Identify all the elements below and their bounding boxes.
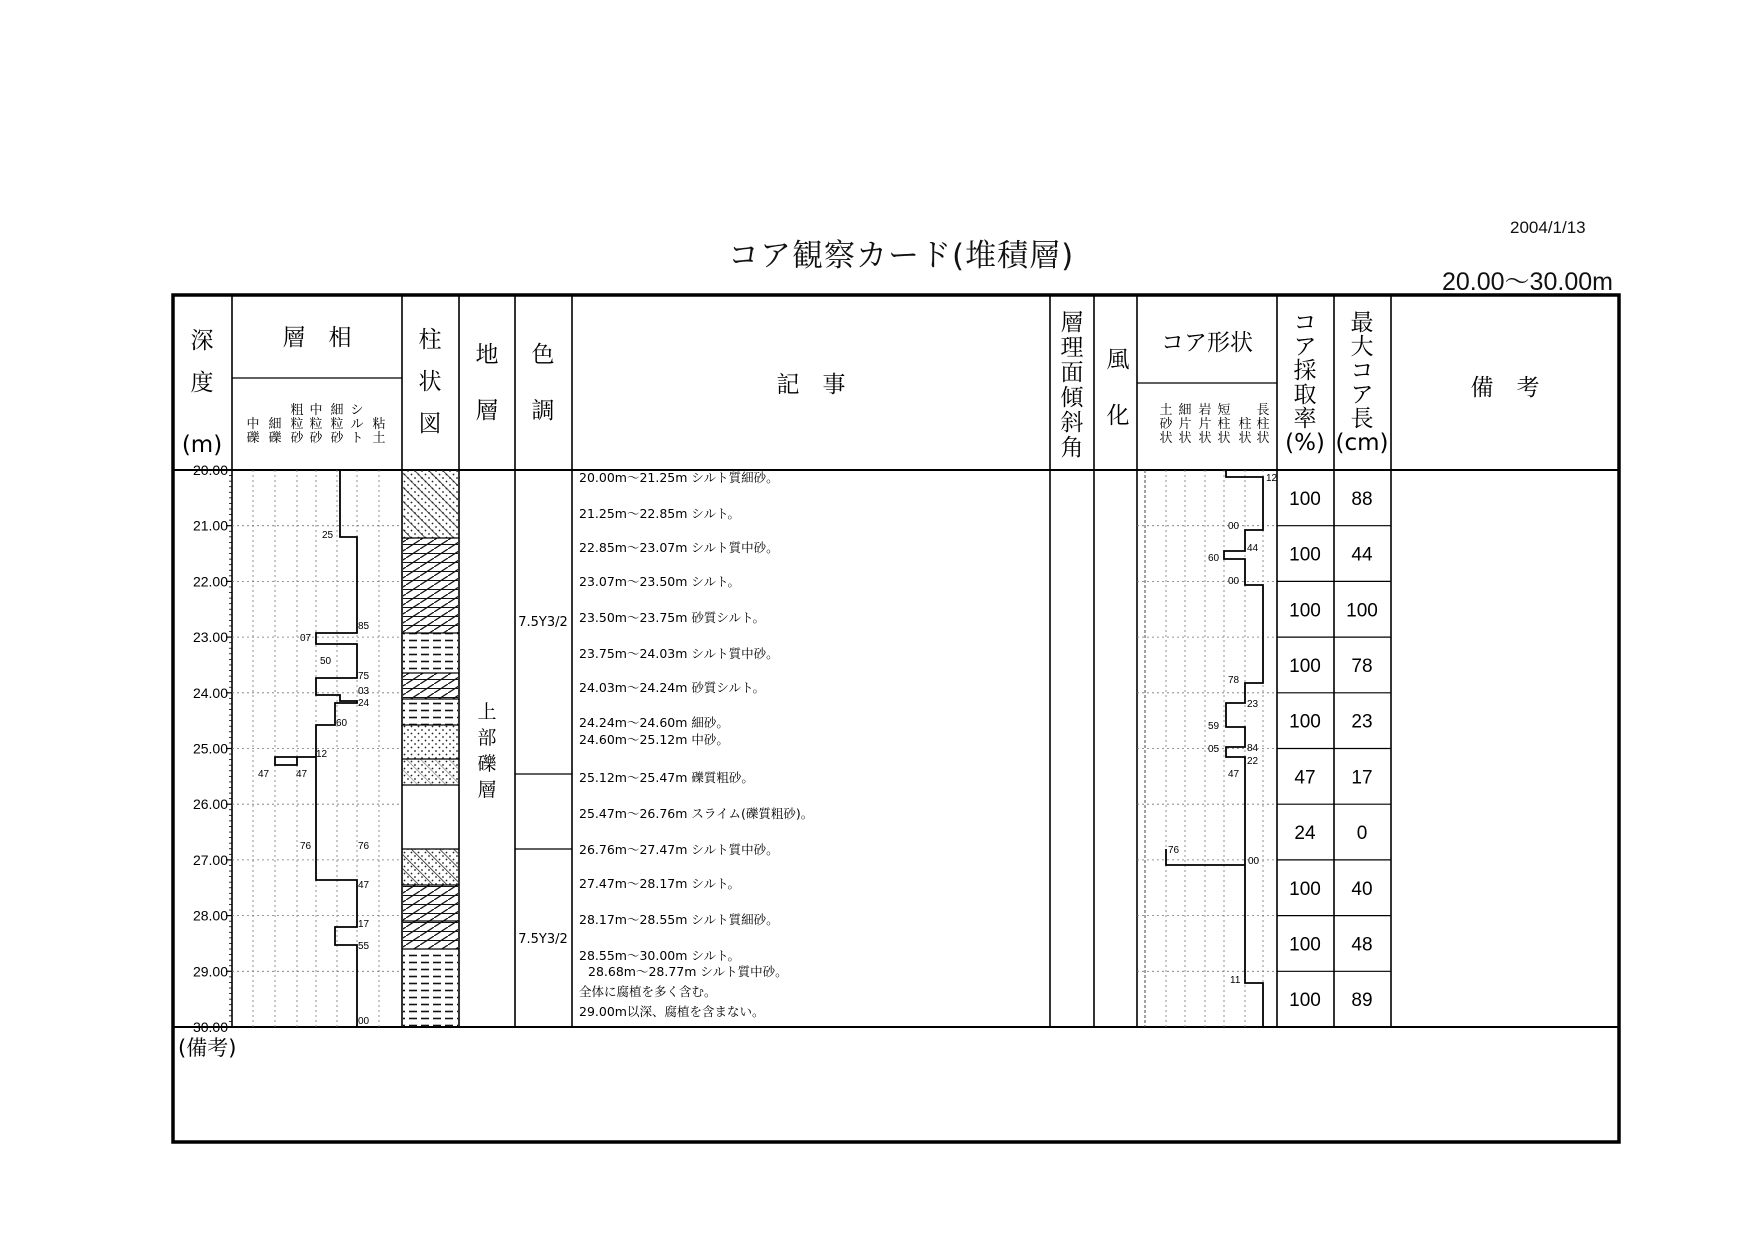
depth-range: 20.00～30.00m [1442,268,1613,296]
max-hdr-char: 大 [1350,334,1374,360]
svg-text:層: 層 [477,779,497,801]
facies-value-label: 12 [316,749,328,760]
recovery-value: 100 [1289,878,1321,900]
depth-tick-label: 27.00 [192,851,228,868]
svg-text:状: 状 [418,369,442,395]
core-shape-label: 78 [1228,675,1240,686]
description-line: 28.68m～28.77m シルト質中砂。 [588,964,788,979]
core-sub-char: 柱 [1217,417,1231,432]
formation-name [477,701,496,801]
core-shape-label: 84 [1247,743,1259,754]
facies-value-label: 07 [300,633,312,644]
core-shape-label: 12 [1266,473,1278,484]
recovery-value: 100 [1289,990,1321,1012]
facies-value-label: 17 [358,919,370,930]
core-sub-char: 細 [1178,403,1192,418]
description-line: 23.75m～24.03m シルト質中砂。 [579,646,779,661]
color-value-lower: 7.5Y3/2 [518,932,568,947]
description-line: 27.47m～28.17m シルト。 [579,876,740,891]
dip-hdr-char: 層 [1060,310,1084,336]
facies-sub-char: 細 [268,417,282,432]
depth-tick-label: 20.00 [192,462,228,478]
recovery-value: 100 [1289,488,1321,510]
color-header [532,342,555,424]
formation-header [476,342,499,424]
facies-value-label: 55 [358,941,370,952]
facies-value-label: 76 [300,841,312,852]
svg-text:地: 地 [475,342,499,368]
core-sub-char: 状 [1238,431,1252,446]
facies-sub-char: 礫 [246,431,260,446]
facies-sub-char: 中 [246,417,260,432]
svg-text:上: 上 [477,701,497,723]
core-sub-char: 砂 [1159,417,1173,432]
depth-tick-label: 23.00 [192,629,228,646]
description-line: 全体に腐植を多く含む。 [579,984,717,999]
card-title: コア観察カード(堆積層) [728,238,1075,274]
svg-text:(m): (m) [181,432,223,458]
dip-hdr-char: 面 [1060,360,1084,386]
max-core-value: 0 [1356,823,1368,845]
outer-frame [173,295,1619,1142]
core-sub-char: 状 [1198,431,1212,446]
max-hdr-char: コ [1350,358,1374,384]
core-sub-char: 長 [1256,403,1270,418]
core-shape-labels [1168,473,1278,986]
core-sub-char: 柱 [1238,417,1252,432]
facies-sub-char: 土 [372,431,386,446]
core-sub-char: 土 [1159,403,1173,418]
dip-hdr-char: 理 [1060,335,1084,361]
core-shape-label: 23 [1247,699,1259,710]
facies-value-label: 85 [358,621,370,632]
core-sub-char: 状 [1256,431,1270,446]
core-shape-label: 76 [1168,845,1180,856]
recovery-value: 100 [1289,711,1321,733]
facies-header: 層 相 [282,325,352,351]
facies-sub-char: 砂 [330,431,344,446]
description-line: 24.03m～24.24m 砂質シルト。 [579,680,765,695]
facies-value-label: 47 [296,769,308,780]
max-core-value: 100 [1346,600,1378,622]
facies-sub-char: 砂 [309,431,323,446]
max-hdr-char: 長 [1350,406,1374,432]
rec-hdr-char: 採 [1293,358,1317,384]
svg-text:図: 図 [418,411,442,437]
svg-text:部: 部 [477,727,497,749]
core-shape-label: 00 [1228,576,1240,587]
core-shape-label: 44 [1247,543,1259,554]
max-core-value: 40 [1351,878,1373,900]
core-shape-label: 05 [1208,744,1220,755]
rec-hdr-char: 率 [1293,406,1317,432]
bedding-dip-header [1061,310,1085,461]
recovery-value: 100 [1289,655,1321,677]
max-core-value: 17 [1351,767,1373,789]
core-shape-label: 47 [1228,769,1240,780]
description-header: 記 事 [776,372,846,398]
max-hdr-char: (cm) [1335,430,1389,456]
dip-hdr-char: 傾 [1060,385,1084,411]
depth-tick-label: 24.00 [192,684,228,701]
description-line: 26.76m～27.47m シルト質中砂。 [579,842,779,857]
depth-tick-label: 21.00 [192,517,228,534]
max-core-header [1336,310,1389,456]
facies-sub-char: シ [350,403,364,418]
facies-sub-char: 粒 [290,417,304,432]
recovery-value: 100 [1289,544,1321,566]
columnar-section [402,470,459,1027]
description-line: 28.55m～30.00m シルト。 [579,948,740,963]
core-sub-char: 片 [1178,417,1192,432]
facies-value-label: 60 [336,718,348,729]
svg-text:深: 深 [190,328,214,354]
remarks-header: 備 考 [1470,375,1540,401]
core-shape-header: コア形状 [1161,330,1253,356]
facies-value-label: 47 [358,880,370,891]
svg-text:層: 層 [475,398,499,424]
core-shape-label: 60 [1208,553,1220,564]
core-shape-label: 22 [1247,756,1259,767]
rec-hdr-char: ア [1293,334,1317,360]
description-line: 29.00m以深、腐植を含まない。 [579,1004,765,1019]
footer-remarks-label: (備考) [178,1036,237,1060]
core-shape-subheader [1159,402,1269,446]
facies-sub-char: 礫 [268,431,282,446]
facies-value-label: 76 [358,841,370,852]
depth-axis [193,462,232,1035]
core-sub-char: 柱 [1256,417,1270,432]
facies-subheader [246,402,385,446]
facies-sub-char: ト [350,431,364,446]
recovery-value: 47 [1294,767,1316,789]
depth-tick-label: 22.00 [192,573,228,590]
core-sub-char: 状 [1159,431,1173,446]
description-line: 24.60m～25.12m 中砂。 [579,732,729,747]
core-shape-label: 00 [1248,856,1260,867]
columnar-header [419,327,442,437]
max-hdr-char: ア [1350,382,1374,408]
depth-tick-label: 29.00 [192,963,228,980]
description-line: 28.17m～28.55m シルト質細砂。 [579,912,779,927]
description-line: 23.50m～23.75m 砂質シルト。 [579,610,765,625]
core-sub-char: 短 [1217,403,1231,418]
max-core-value: 44 [1351,544,1373,566]
svg-text:柱: 柱 [418,327,442,353]
svg-text:礫: 礫 [477,753,497,775]
card-date: 2004/1/13 [1510,218,1586,237]
facies-sub-char: 粗 [290,403,304,418]
rec-hdr-char: (%) [1285,430,1325,456]
svg-text:調: 調 [531,398,555,424]
facies-sub-char: ル [350,417,364,432]
facies-sub-char: 粘 [372,417,386,432]
recovery-value: 24 [1294,823,1316,845]
core-shape-label: 59 [1208,721,1220,732]
description-line: 20.00m～21.25m シルト質細砂。 [579,470,779,485]
max-core-value: 78 [1351,655,1373,677]
max-core-value: 23 [1351,711,1373,733]
core-sub-char: 岩 [1198,403,1212,418]
facies-value-label: 03 [358,686,370,697]
description-lines [579,470,813,1019]
svg-text:風: 風 [1106,347,1130,373]
facies-value-label: 47 [258,769,270,780]
dip-hdr-char: 角 [1060,435,1084,461]
rec-hdr-char: 取 [1293,382,1317,408]
rec-hdr-char: コ [1293,310,1317,336]
depth-tick-label: 26.00 [192,796,228,813]
facies-value-label: 24 [358,698,370,709]
core-sub-char: 片 [1198,417,1212,432]
recovery-value: 100 [1289,934,1321,956]
description-line: 24.24m～24.60m 細砂。 [579,715,729,730]
facies-sub-char: 砂 [290,431,304,446]
svg-text:色: 色 [531,342,555,368]
depth-tick-label: 28.00 [192,907,228,924]
max-core-value: 88 [1351,488,1373,510]
facies-value-label: 00 [358,1016,370,1027]
facies-value-label: 25 [322,530,334,541]
max-hdr-char: 最 [1350,310,1374,336]
weathering-header [1107,347,1130,429]
recovery-header [1285,310,1325,456]
core-shape-label: 11 [1230,975,1241,986]
facies-value-label: 50 [320,656,332,667]
color-value-upper: 7.5Y3/2 [518,615,568,630]
max-core-value: 48 [1351,934,1373,956]
facies-value-labels [258,530,370,1027]
depth-header [182,328,222,458]
core-shape-label: 00 [1228,521,1240,532]
recovery-value: 100 [1289,600,1321,622]
description-line: 25.47m～26.76m スライム(礫質粗砂)。 [579,806,814,821]
depth-tick-label: 30.00 [192,1019,228,1035]
facies-sub-char: 粒 [309,417,323,432]
description-line: 23.07m～23.50m シルト。 [579,574,740,589]
description-line: 25.12m～25.47m 礫質粗砂。 [579,770,754,785]
facies-sub-char: 細 [330,403,344,418]
core-sub-char: 状 [1217,431,1231,446]
depth-tick-label: 25.00 [192,740,228,757]
core-sub-char: 状 [1178,431,1192,446]
dip-hdr-char: 斜 [1060,410,1084,436]
svg-text:度: 度 [190,370,214,396]
facies-sub-char: 中 [309,403,323,418]
facies-sub-char: 粒 [330,417,344,432]
facies-value-label: 75 [358,671,370,682]
svg-text:化: 化 [1106,403,1130,429]
description-line: 21.25m～22.85m シルト。 [579,506,740,521]
max-core-value: 89 [1351,990,1373,1012]
description-line: 22.85m～23.07m シルト質中砂。 [579,540,779,555]
